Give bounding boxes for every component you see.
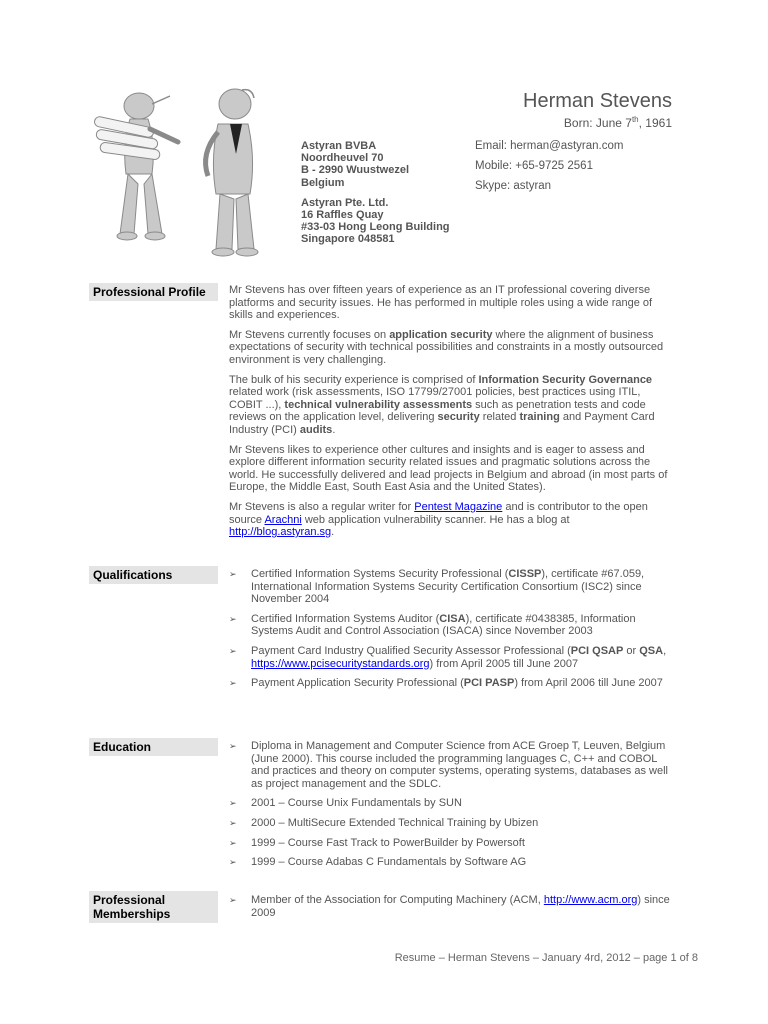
bullet-arrow-icon: ➢ xyxy=(229,798,237,809)
address-line: Noordheuvel 70 xyxy=(301,152,384,165)
bold-run: training xyxy=(519,411,560,424)
bullet-arrow-icon: ➢ xyxy=(229,837,237,848)
contact-details xyxy=(475,140,623,200)
candidate-name: Herman Stevens xyxy=(523,90,672,112)
text-run: 2001 – Course Unix Fundamentals by SUN xyxy=(251,797,462,810)
address-line: Belgium xyxy=(301,176,345,189)
text-run: Payment Application Security Professional ( xyxy=(251,677,464,690)
text-run: where the alignment of business expectations of security with technical possibilities and constraints in a mostly outsourced environment is very challenging. xyxy=(229,328,664,366)
contact-email: Email: herman@astyran.com xyxy=(475,140,624,152)
acm-link[interactable]: http://www.acm.org xyxy=(543,894,638,906)
list-item xyxy=(229,568,675,606)
address-singapore xyxy=(301,197,450,246)
bullet-arrow-icon: ➢ xyxy=(229,645,237,656)
list-item xyxy=(229,645,675,670)
profile-paragraph: Mr Stevens has over fifteen years of experience as an IT professional covering diverse platforms and security issues. He has performed in multiple roles using a wide range of skills and experiences. xyxy=(229,284,653,322)
list-item xyxy=(229,837,675,850)
text-run: ), certificate #67.059, International Information Systems Security Certification Consortium (ISC2) since November 2004 xyxy=(251,568,645,606)
text-run: ), certificate #0438385, Information Systems Audit and Control Association (ISACA) since November 2003 xyxy=(251,612,636,638)
text-run: or xyxy=(623,644,640,657)
bullet-arrow-icon: ➢ xyxy=(229,857,237,868)
bullet-arrow-icon: ➢ xyxy=(229,895,237,905)
profile-paragraph: Mr Stevens likes to experience other cultures and insights and is eager to assess and explore different information security related issues and pragmatic solutions across the world. He successfully delivered and lead projects in Belgium and abroad (in most parts of Europe, the Middle East, South East Asia and the United States). xyxy=(229,443,668,494)
header-illustration xyxy=(90,84,290,264)
text-run: related work (risk assessments, ISO 17799/27001 policies, best practices using ITIL, COBIT ...), xyxy=(229,386,641,411)
address-line: Astyran BVBA xyxy=(301,140,377,152)
section-label-line: Professional xyxy=(93,893,166,907)
pci-standards-link[interactable]: https://www.pcisecuritystandards.org xyxy=(251,657,430,670)
address-line: Astyran Pte. Ltd. xyxy=(301,196,389,209)
bold-run: PCI QSAP xyxy=(570,644,624,657)
profile-paragraph xyxy=(229,329,675,367)
text-run: Mr Stevens is also a regular writer for xyxy=(229,500,415,513)
text-run: . xyxy=(332,423,336,436)
text-run: 2000 – MultiSecure Extended Technical Training by Ubizen xyxy=(251,816,539,829)
bold-run: audits xyxy=(299,423,333,436)
address-belgium xyxy=(301,140,450,189)
text-run: Member of the Association for Computing Machinery (ACM, xyxy=(251,894,544,906)
text-run: 1999 – Course Fast Track to PowerBuilder by Powersoft xyxy=(251,836,525,849)
text-run: Diploma in Management and Computer Science from ACE Groep T, Leuven, Belgium (June 2000). This course included the programming languages C, C++ and COBOL and practices and theory on computer systems, operating systems, databases as well as project management and the SDLC. xyxy=(251,740,668,790)
text-run: Mr Stevens currently focuses on xyxy=(229,328,390,341)
address-line: Singapore 048581 xyxy=(301,233,395,246)
bullet-arrow-icon: ➢ xyxy=(229,613,237,624)
section-label-line: Memberships xyxy=(93,907,171,921)
birth-date-suffix: , 1961 xyxy=(638,116,672,130)
list-item xyxy=(229,817,675,830)
bold-run: CISA xyxy=(439,612,466,625)
memberships-list xyxy=(229,894,675,926)
list-item xyxy=(229,856,675,869)
education-list xyxy=(229,740,675,876)
text-run: such as penetration tests and code reviews on the application level, delivering xyxy=(229,398,646,424)
bullet-arrow-icon: ➢ xyxy=(229,817,237,828)
text-run: ) from April 2005 till June 2007 xyxy=(429,657,579,670)
bold-run: PCI PASP xyxy=(463,677,515,690)
profile-content xyxy=(229,284,675,546)
bold-run: technical vulnerability assessments xyxy=(284,398,473,411)
bold-run: application security xyxy=(389,328,493,341)
text-run: The bulk of his security experience is comprised of xyxy=(229,373,479,386)
profile-paragraph xyxy=(229,501,675,539)
list-item xyxy=(229,797,675,810)
page-footer: Resume – Herman Stevens – January 4rd, 2012 – page 1 of 8 xyxy=(394,952,698,964)
text-run: Certified Information Systems Auditor ( xyxy=(251,612,440,625)
address-line: 16 Raffles Quay xyxy=(301,209,384,222)
bold-run: QSA xyxy=(639,644,664,657)
qualifications-list xyxy=(229,568,675,697)
birth-date xyxy=(564,115,672,130)
company-addresses xyxy=(301,140,450,254)
bold-run: Information Security Governance xyxy=(478,373,653,386)
text-run: Payment Card Industry Qualified Security Assessor Professional ( xyxy=(251,644,571,657)
arachni-link[interactable]: Arachni xyxy=(264,513,302,526)
bold-run: security xyxy=(437,411,480,424)
address-line: #33-03 Hong Leong Building xyxy=(301,221,450,234)
address-line: B - 2990 Wuustwezel xyxy=(301,164,409,177)
text-run: and is contributor to the open source xyxy=(229,500,648,526)
section-label-profile: Professional Profile xyxy=(89,283,218,301)
list-item xyxy=(229,613,675,638)
text-run: web application vulnerability scanner. He has a blog at xyxy=(301,513,570,526)
text-run: and Payment Card Industry (PCI) xyxy=(229,411,655,436)
contact-mobile: Mobile: +65-9725 2561 xyxy=(475,160,593,172)
section-label-education: Education xyxy=(89,738,218,756)
birth-date-prefix: Born: June 7 xyxy=(563,116,632,130)
text-run: Certified Information Systems Security Professional ( xyxy=(251,568,509,580)
text-run: related xyxy=(479,411,520,424)
bullet-arrow-icon: ➢ xyxy=(229,741,237,751)
section-label-memberships xyxy=(89,891,218,923)
text-run: ) from April 2006 till June 2007 xyxy=(514,677,663,690)
profile-paragraph xyxy=(229,374,675,437)
birth-date-sup: th xyxy=(631,115,639,124)
text-run: , xyxy=(663,644,667,657)
bullet-arrow-icon: ➢ xyxy=(229,678,237,689)
text-run: ) since 2009 xyxy=(251,894,670,919)
text-run: . xyxy=(331,526,335,539)
section-label-qualifications: Qualifications xyxy=(89,566,218,584)
pentest-magazine-link[interactable]: Pentest Magazine xyxy=(414,500,503,513)
blog-link[interactable]: http://blog.astyran.sg xyxy=(229,526,332,539)
text-run: 1999 – Course Adabas C Fundamentals by Software AG xyxy=(251,856,527,869)
contact-skype: Skype: astyran xyxy=(475,180,552,192)
list-item xyxy=(229,894,675,919)
list-item xyxy=(229,740,675,790)
bullet-arrow-icon: ➢ xyxy=(229,569,237,579)
bold-run: CISSP xyxy=(508,568,542,580)
list-item xyxy=(229,677,675,690)
